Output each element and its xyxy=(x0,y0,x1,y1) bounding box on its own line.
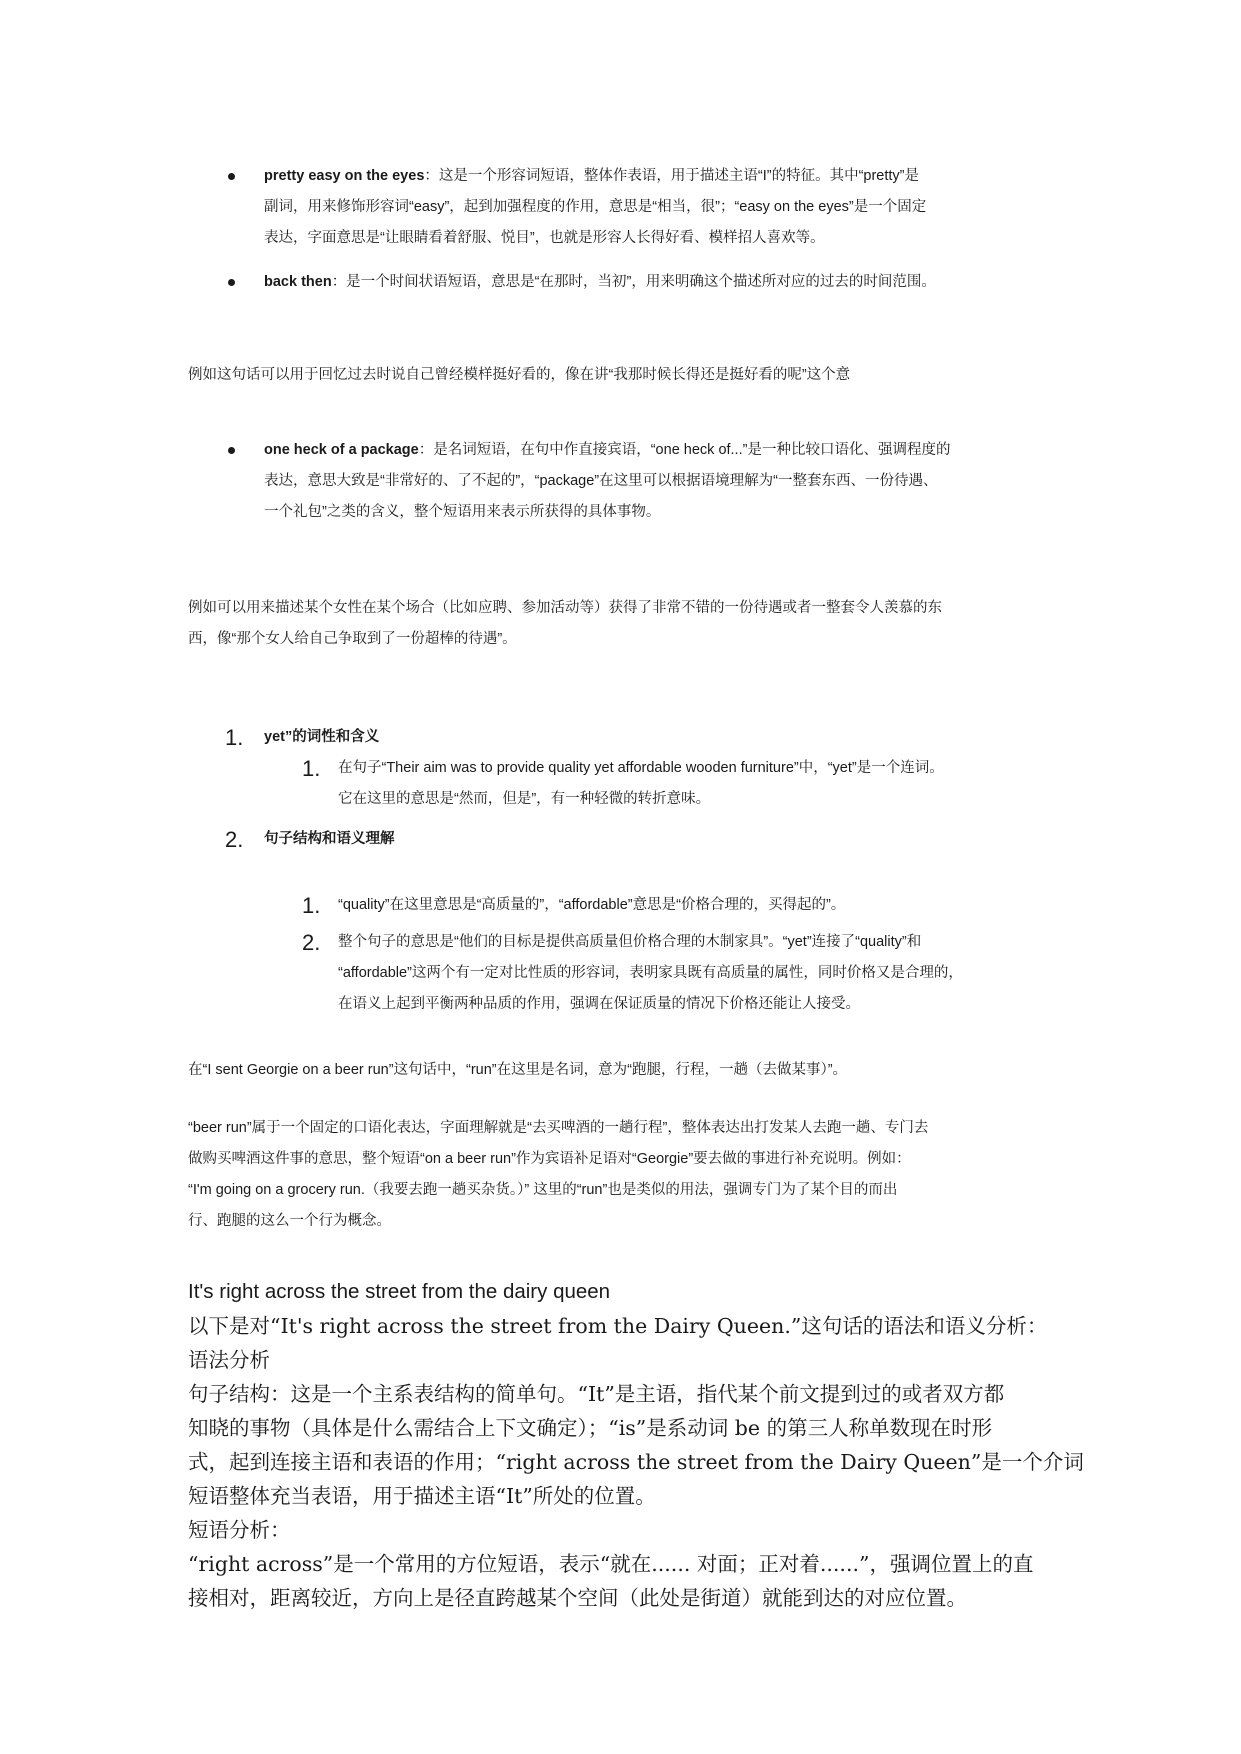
paragraph-text: 短语整体充当表语，用于描述主语“It”所处的位置。 xyxy=(188,1484,656,1508)
list-item-text: ：是一个时间状语短语，意思是“在那时，当初”，用来明确这个描述所对应的过去的时间范围。 xyxy=(331,274,936,290)
list-item-text: ：是名词短语，在句中作直接宾语，“one heck of...”是一种比较口语化、强调程度的 xyxy=(418,442,951,458)
list-item xyxy=(264,435,1064,528)
list-item-text: “affordable”这两个有一定对比性质的形容词，表明家具既有高质量的属性，同时价格又是合理的， xyxy=(338,965,963,981)
paragraph-beer-run xyxy=(188,1113,1060,1237)
large-section xyxy=(188,1275,1084,1615)
list-number: 1. xyxy=(225,725,244,750)
list-number: 1. xyxy=(302,756,321,781)
list-item-text: ：这是一个形容词短语，整体作表语，用于描述主语“I”的特征。其中“pretty”是 xyxy=(424,168,919,184)
list-item xyxy=(338,753,1064,815)
paragraph-text: “I'm going on a grocery run.（我要去跑一趟买杂货。）” 这里的“run”也是类似的用法，强调专门为了某个目的而出 xyxy=(188,1182,898,1198)
term: back then xyxy=(264,274,332,290)
list-item-text: “quality”在这里意思是“高质量的”，“affordable”意思是“价格合理的，买得起的”。 xyxy=(338,897,846,913)
section-heading: It's right across the street from the dairy queen xyxy=(188,1280,611,1303)
paragraph-text: 例如这句话可以用于回忆过去时说自己曾经模样挺好看的，像在讲“我那时候长得还是挺好看的呢”这个意 xyxy=(188,367,851,383)
list-item-text: 它在这里的意思是“然而，但是”，有一种轻微的转折意味。 xyxy=(338,791,711,807)
paragraph-text: 在“I sent Georgie on a beer run”这句话中，“run”在这里是名词，意为“跑腿，行程，一趟（去做某事）”。 xyxy=(188,1062,848,1078)
list-item-text: 副词，用来修饰形容词“easy”，起到加强程度的作用，意思是“相当，很”；“easy on the eyes”是一个固定 xyxy=(264,199,927,215)
paragraph-text: “right across”是一个常用的方位短语，表示“就在...... 对面；正对着......”，强调位置上的直 xyxy=(188,1552,1034,1576)
term: one heck of a package xyxy=(264,442,419,458)
paragraph-text: 例如可以用来描述某个女性在某个场合（比如应聘、参加活动等）获得了非常不错的一份待遇或者一整套令人羡慕的东 xyxy=(188,600,942,616)
list-number: 2. xyxy=(302,930,321,955)
list-item xyxy=(264,161,1064,254)
grammar-title: 语法分析 xyxy=(188,1348,270,1372)
list-number: 1. xyxy=(302,893,321,918)
section-intro: 以下是对“It's right across the street from the Dairy Queen.”这句话的语法和语义分析： xyxy=(188,1314,1048,1338)
paragraph-text: 做购买啤酒这件事的意思，整个短语“on a beer run”作为宾语补足语对“Georgie”要去做的事进行补充说明。例如： xyxy=(188,1151,911,1167)
list-item-text: 在语义上起到平衡两种品质的作用，强调在保证质量的情况下价格还能让人接受。 xyxy=(338,996,860,1012)
list-item-text: 一个礼包”之类的含义，整个短语用来表示所获得的具体事物。 xyxy=(264,504,661,520)
list-heading: yet”的词性和含义 xyxy=(264,729,380,745)
paragraph-text: 行、跑腿的这么一个行为概念。 xyxy=(188,1213,391,1229)
list-heading: 句子结构和语义理解 xyxy=(264,831,395,847)
paragraph-example-1 xyxy=(188,360,1060,391)
phrase-title: 短语分析： xyxy=(188,1518,291,1542)
list-item-text: 表达，意思大致是“非常好的、了不起的”，“package”在这里可以根据语境理解为“一整套东西、一份待遇、 xyxy=(264,473,938,489)
paragraph-text: 句子结构：这是一个主系表结构的简单句。“It”是主语，指代某个前文提到过的或者双方都 xyxy=(188,1382,1005,1406)
list-item-text: 在句子“Their aim was to provide quality yet affordable wooden furniture”中，“yet”是一个连词。 xyxy=(338,760,944,776)
paragraph-georgie xyxy=(188,1055,1060,1086)
list-item xyxy=(338,927,1064,1020)
paragraph-text: 式，起到连接主语和表语的作用；“right across the street from the Dairy Queen”是一个介词 xyxy=(188,1450,1084,1474)
paragraph-text: 知晓的事物（具体是什么需结合上下文确定）；“is”是系动词 be 的第三人称单数现在时形 xyxy=(188,1416,993,1440)
paragraph-text: “beer run”属于一个固定的口语化表达，字面理解就是“去买啤酒的一趟行程”，整体表达出打发某人去跑一趟、专门去 xyxy=(188,1120,929,1136)
term: pretty easy on the eyes xyxy=(264,168,425,184)
paragraph-text: 西，像“那个女人给自己争取到了一份超棒的待遇”。 xyxy=(188,631,517,647)
paragraph-text: 接相对，距离较近，方向上是径直跨越某个空间（此处是街道）就能到达的对应位置。 xyxy=(188,1586,967,1610)
list-item xyxy=(338,890,1064,921)
list-item xyxy=(264,267,1064,298)
list-item-text: 表达，字面意思是“让眼睛看着舒服、悦目”，也就是形容人长得好看、模样招人喜欢等。 xyxy=(264,230,825,246)
paragraph-example-2 xyxy=(188,593,1060,655)
list-item-text: 整个句子的意思是“他们的目标是提供高质量但价格合理的木制家具”。“yet”连接了“quality”和 xyxy=(338,934,922,950)
list-number: 2. xyxy=(225,827,244,852)
